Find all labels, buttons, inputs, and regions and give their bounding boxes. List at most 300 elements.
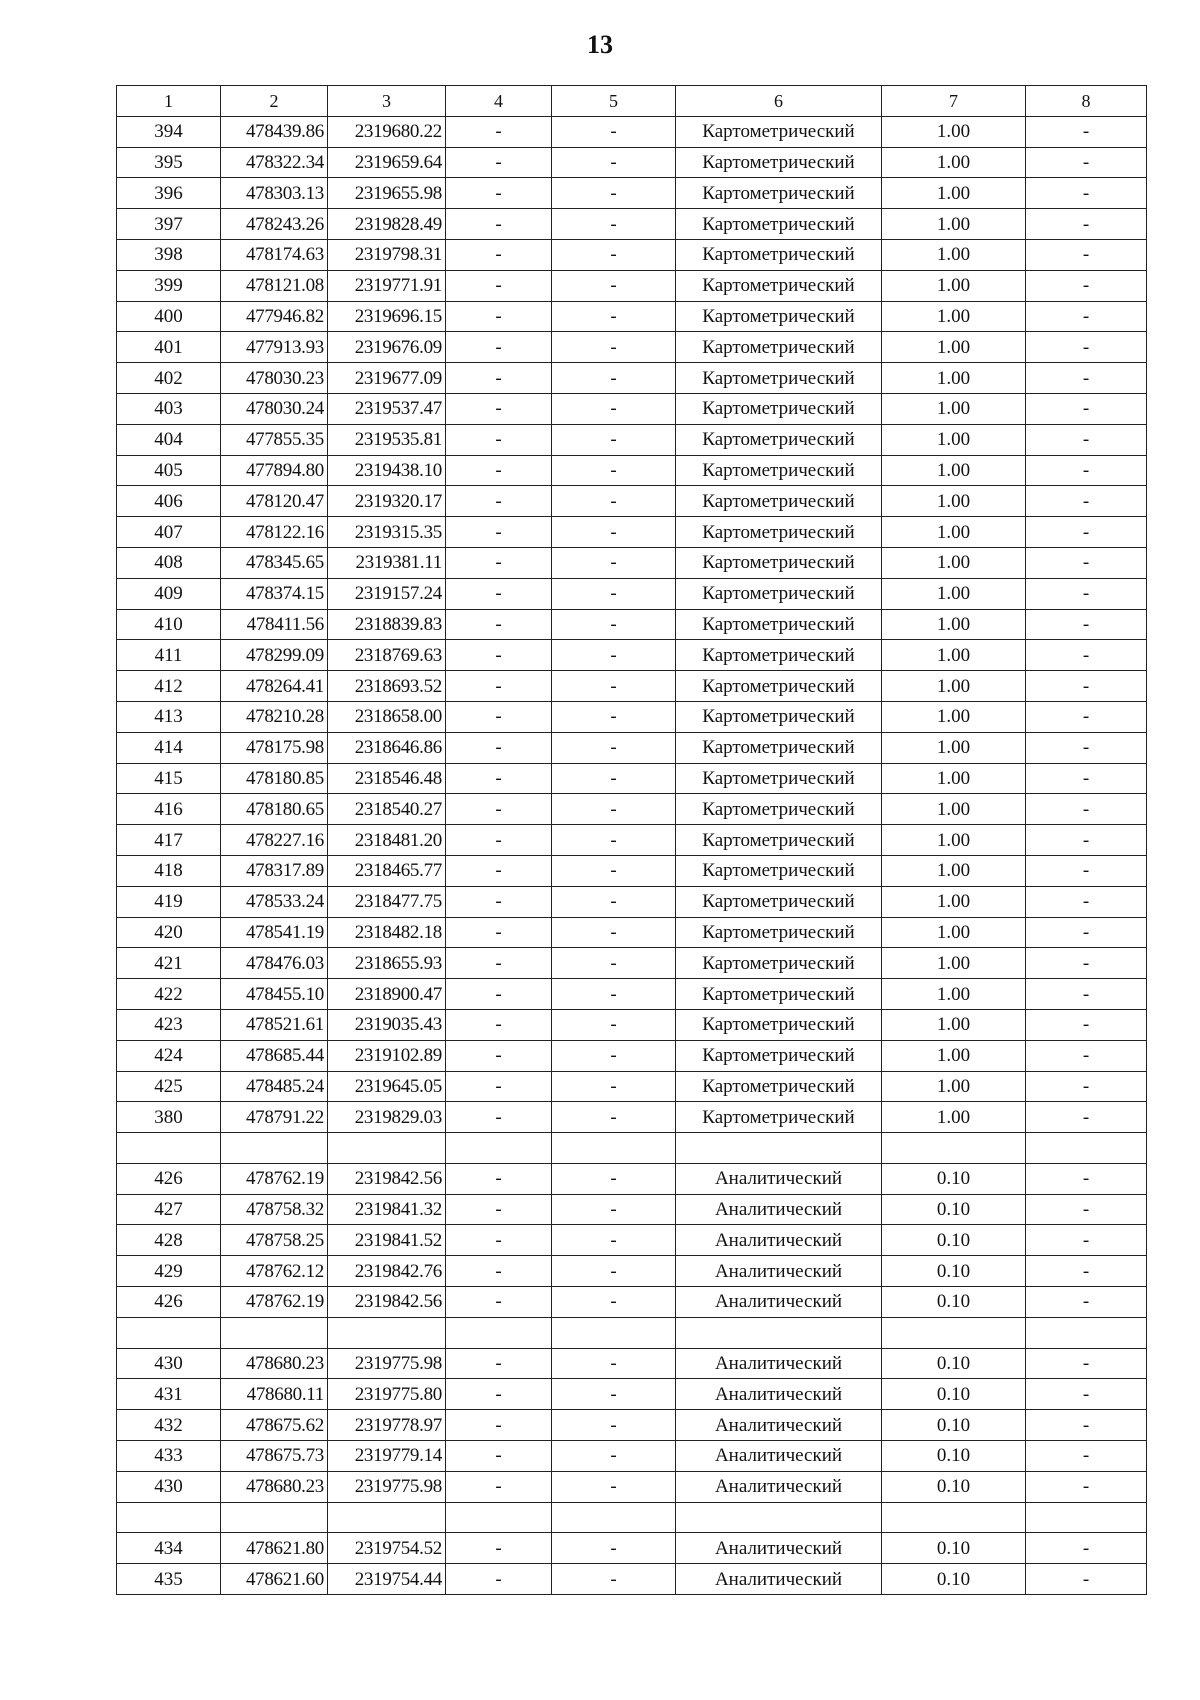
table-cell: 0.10 [882,1564,1026,1595]
table-cell: - [1026,547,1147,578]
table-cell: 1.00 [882,671,1026,702]
table-cell: 1.00 [882,825,1026,856]
table-cell: Аналитический [676,1348,882,1379]
table-cell: - [446,393,552,424]
table-cell: - [1026,948,1147,979]
table-cell: - [552,1194,676,1225]
table-cell: 411 [117,640,221,671]
table-cell: 477946.82 [221,301,328,332]
table-row [117,1441,1147,1472]
table-row [117,701,1147,732]
table-cell: 1.00 [882,363,1026,394]
table-cell: - [446,763,552,794]
table-cell: 2319842.56 [328,1163,446,1194]
table-cell: 1.00 [882,455,1026,486]
table-cell: - [1026,116,1147,147]
table-cell: 2319035.43 [328,1009,446,1040]
table-cell: Картометрический [676,609,882,640]
table-cell: - [552,1256,676,1287]
table-cell: - [1026,979,1147,1010]
table-cell: - [552,116,676,147]
table-cell [328,1317,446,1348]
table-row [117,301,1147,332]
table-cell: 0.10 [882,1163,1026,1194]
table-cell [1026,1502,1147,1533]
table-cell: Аналитический [676,1441,882,1472]
table-cell: 2319798.31 [328,239,446,270]
table-cell: 406 [117,486,221,517]
table-cell: - [552,979,676,1010]
table-cell: 399 [117,270,221,301]
table-cell: 1.00 [882,424,1026,455]
table-row [117,178,1147,209]
table-cell: - [1026,701,1147,732]
table-cell: 398 [117,239,221,270]
table-cell: Картометрический [676,363,882,394]
table-cell: - [446,116,552,147]
table-cell: 478533.24 [221,886,328,917]
table-cell: - [552,178,676,209]
table-cell: - [1026,1071,1147,1102]
header-row [117,86,1147,117]
table-cell: 430 [117,1348,221,1379]
table-cell: Картометрический [676,763,882,794]
table-cell: 2319659.64 [328,147,446,178]
table-cell: - [552,1564,676,1595]
table-row [117,517,1147,548]
table-cell: 435 [117,1564,221,1595]
table-cell: - [446,794,552,825]
table-cell: 478762.12 [221,1256,328,1287]
table-cell: - [1026,1287,1147,1318]
table-cell: 1.00 [882,270,1026,301]
table-cell: 2318769.63 [328,640,446,671]
table-cell: Картометрический [676,547,882,578]
table-cell: 417 [117,825,221,856]
table-cell: 478680.23 [221,1471,328,1502]
table-cell: 424 [117,1040,221,1071]
table-cell: - [552,332,676,363]
table-cell: - [552,455,676,486]
table-cell [117,1133,221,1164]
table-cell: Картометрический [676,794,882,825]
table-cell: 478680.11 [221,1379,328,1410]
table-cell: 478303.13 [221,178,328,209]
table-cell: Аналитический [676,1163,882,1194]
table-cell: - [1026,332,1147,363]
table-row [117,979,1147,1010]
table-cell: 1.00 [882,1009,1026,1040]
table-cell: - [1026,671,1147,702]
table-cell: - [1026,455,1147,486]
table-cell [446,1502,552,1533]
table-cell: 1.00 [882,886,1026,917]
table-cell: 1.00 [882,855,1026,886]
table-cell: 1.00 [882,948,1026,979]
table-cell: - [446,1379,552,1410]
table-cell: - [446,1348,552,1379]
table-row [117,1102,1147,1133]
table-cell: 478758.32 [221,1194,328,1225]
table-cell: 2319535.81 [328,424,446,455]
table-cell: 478411.56 [221,609,328,640]
table-cell: Аналитический [676,1410,882,1441]
table-cell: 2319381.11 [328,547,446,578]
table-cell: - [446,1194,552,1225]
table-row [117,486,1147,517]
table-cell: Картометрический [676,825,882,856]
table-cell: - [1026,640,1147,671]
table-cell: - [552,609,676,640]
table-cell: Аналитический [676,1471,882,1502]
table-cell: 478299.09 [221,640,328,671]
table-row [117,578,1147,609]
table-cell: 2319102.89 [328,1040,446,1071]
table-cell: - [446,640,552,671]
table-row [117,1471,1147,1502]
table-cell: 478121.08 [221,270,328,301]
table-cell: 0.10 [882,1194,1026,1225]
table-cell: 2319842.56 [328,1287,446,1318]
column-header-4: 4 [446,86,552,117]
table-cell: 478455.10 [221,979,328,1010]
table-row [117,640,1147,671]
table-cell: 477894.80 [221,455,328,486]
table-cell [552,1317,676,1348]
table-cell: 395 [117,147,221,178]
table-cell: 2318540.27 [328,794,446,825]
table-cell: 478174.63 [221,239,328,270]
table-cell: Картометрический [676,855,882,886]
table-row [117,1256,1147,1287]
table-cell: - [552,1102,676,1133]
table-row [117,1225,1147,1256]
table-row [117,455,1147,486]
table-cell [676,1502,882,1533]
table-cell: - [446,917,552,948]
table-cell: - [552,239,676,270]
table-cell: - [1026,1256,1147,1287]
table-row [117,886,1147,917]
table-cell: - [446,1225,552,1256]
table-cell [221,1133,328,1164]
table-cell: - [1026,794,1147,825]
table-cell: - [1026,825,1147,856]
table-cell [882,1317,1026,1348]
table-cell: Картометрический [676,732,882,763]
table-cell: 1.00 [882,547,1026,578]
table-cell: Аналитический [676,1564,882,1595]
table-cell: - [552,1287,676,1318]
table-cell: - [1026,363,1147,394]
table-cell: Картометрический [676,239,882,270]
table-cell: - [1026,1410,1147,1441]
table-cell: - [552,517,676,548]
table-cell: 409 [117,578,221,609]
table-cell: - [1026,1009,1147,1040]
table-cell: 1.00 [882,517,1026,548]
table-cell: 405 [117,455,221,486]
table-cell: 1.00 [882,239,1026,270]
table-cell: 478122.16 [221,517,328,548]
table-row [117,332,1147,363]
table-cell: 478322.34 [221,147,328,178]
table-row [117,1379,1147,1410]
table-cell: 2318900.47 [328,979,446,1010]
table-cell: 1.00 [882,486,1026,517]
table-cell: - [552,701,676,732]
table-cell: 478675.73 [221,1441,328,1472]
table-cell: Аналитический [676,1194,882,1225]
table-cell: 2319315.35 [328,517,446,548]
table-cell: Картометрический [676,209,882,240]
table-cell: 1.00 [882,979,1026,1010]
table-cell: - [552,640,676,671]
table-row [117,1287,1147,1318]
table-cell [552,1133,676,1164]
table-row [117,1533,1147,1564]
table-row [117,1133,1147,1164]
table-body [117,116,1147,1594]
table-cell: 0.10 [882,1225,1026,1256]
table-cell: 2319676.09 [328,332,446,363]
table-cell: 1.00 [882,1071,1026,1102]
table-cell: 478264.41 [221,671,328,702]
table-cell: 433 [117,1441,221,1472]
table-cell: - [446,886,552,917]
table-cell: 478621.80 [221,1533,328,1564]
table-cell: 2319778.97 [328,1410,446,1441]
table-cell: Картометрический [676,424,882,455]
table-cell: 2318693.52 [328,671,446,702]
table-cell: - [1026,239,1147,270]
table-cell: 478180.65 [221,794,328,825]
table-cell: - [552,1040,676,1071]
table-row [117,363,1147,394]
table-cell: 1.00 [882,301,1026,332]
table-cell: Картометрический [676,1102,882,1133]
column-header-3: 3 [328,86,446,117]
table-cell: - [1026,1533,1147,1564]
table-cell: - [552,1441,676,1472]
table-cell: 0.10 [882,1441,1026,1472]
table-cell: - [552,1379,676,1410]
table-cell: - [446,825,552,856]
table-cell: - [1026,301,1147,332]
table-cell: - [1026,1348,1147,1379]
table-cell: 1.00 [882,393,1026,424]
table-cell: - [446,979,552,1010]
table-cell: 397 [117,209,221,240]
column-header-6: 6 [676,86,882,117]
table-cell: 2319829.03 [328,1102,446,1133]
table-cell: 2318655.93 [328,948,446,979]
table-cell: 426 [117,1287,221,1318]
table-cell: - [1026,855,1147,886]
table-cell: 420 [117,917,221,948]
table-cell: - [1026,424,1147,455]
table-cell: - [1026,1040,1147,1071]
table-cell: Картометрический [676,1071,882,1102]
table-row [117,855,1147,886]
table-cell: 1.00 [882,578,1026,609]
table-cell: 2318481.20 [328,825,446,856]
table-cell: - [446,1163,552,1194]
table-cell: - [552,393,676,424]
table-cell: Картометрический [676,116,882,147]
table-cell: 1.00 [882,609,1026,640]
table-cell: 416 [117,794,221,825]
table-cell: 2319775.98 [328,1348,446,1379]
table-cell: 1.00 [882,178,1026,209]
table-cell: - [1026,1564,1147,1595]
table-cell: 478175.98 [221,732,328,763]
table-cell: - [552,794,676,825]
table-cell: - [552,424,676,455]
table-cell: - [552,578,676,609]
table-row [117,1040,1147,1071]
table-row [117,270,1147,301]
table-cell: 478030.23 [221,363,328,394]
table-cell: - [446,948,552,979]
table-cell: - [1026,178,1147,209]
table-row [117,1009,1147,1040]
table-cell: 478210.28 [221,701,328,732]
table-cell: 478317.89 [221,855,328,886]
table-cell: 400 [117,301,221,332]
table-row [117,609,1147,640]
table-cell: 429 [117,1256,221,1287]
table-cell: Картометрический [676,1009,882,1040]
table-cell: 2319754.52 [328,1533,446,1564]
table-cell: - [1026,1471,1147,1502]
table-cell: 403 [117,393,221,424]
table-row [117,671,1147,702]
table-cell: 2319655.98 [328,178,446,209]
table-cell: - [1026,393,1147,424]
table-cell: - [552,1410,676,1441]
table-cell: - [1026,1441,1147,1472]
table-cell: 2319537.47 [328,393,446,424]
table-cell: 404 [117,424,221,455]
table-cell: - [446,517,552,548]
table-cell: 478476.03 [221,948,328,979]
table-cell: - [552,1471,676,1502]
table-cell: 2318465.77 [328,855,446,886]
table-cell: - [446,732,552,763]
table-cell: 2319841.52 [328,1225,446,1256]
table-cell: - [446,332,552,363]
table-cell: 2319841.32 [328,1194,446,1225]
table-cell: - [446,855,552,886]
table-cell: - [446,301,552,332]
table-cell: 1.00 [882,1040,1026,1071]
table-cell: - [1026,270,1147,301]
table-cell: 428 [117,1225,221,1256]
table-cell: - [446,1040,552,1071]
table-cell: Картометрический [676,455,882,486]
table-cell: 1.00 [882,1102,1026,1133]
table-cell: 1.00 [882,763,1026,794]
table-cell: - [446,270,552,301]
table-cell: Картометрический [676,270,882,301]
table-cell: - [552,147,676,178]
table-cell: - [446,1564,552,1595]
table-cell: Картометрический [676,701,882,732]
table-header [117,86,1147,117]
table-cell: - [446,239,552,270]
table-cell [882,1502,1026,1533]
table-cell [117,1502,221,1533]
table-cell: 380 [117,1102,221,1133]
table-cell [882,1133,1026,1164]
table-cell: 478675.62 [221,1410,328,1441]
column-header-5: 5 [552,86,676,117]
table-cell: Аналитический [676,1225,882,1256]
table-cell: 477855.35 [221,424,328,455]
table-cell: 430 [117,1471,221,1502]
table-row [117,948,1147,979]
table-cell: 0.10 [882,1287,1026,1318]
table-cell: - [552,209,676,240]
table-cell: 478374.15 [221,578,328,609]
table-cell: 2319157.24 [328,578,446,609]
column-header-1: 1 [117,86,221,117]
table-cell: - [552,301,676,332]
table-cell: 2319754.44 [328,1564,446,1595]
table-cell: Картометрический [676,886,882,917]
table-cell: 407 [117,517,221,548]
table-cell: 1.00 [882,332,1026,363]
table-cell: - [552,671,676,702]
table-cell: 478227.16 [221,825,328,856]
table-cell: - [552,1163,676,1194]
table-cell: 2319677.09 [328,363,446,394]
table-cell: Аналитический [676,1379,882,1410]
table-row [117,209,1147,240]
table-cell [117,1317,221,1348]
table-cell: Картометрический [676,917,882,948]
table-cell: - [446,1287,552,1318]
column-header-2: 2 [221,86,328,117]
table-cell: 478762.19 [221,1163,328,1194]
table-cell: 2319828.49 [328,209,446,240]
table-cell: 478762.19 [221,1287,328,1318]
table-cell: - [552,855,676,886]
table-cell [1026,1133,1147,1164]
table-cell: 478243.26 [221,209,328,240]
table-cell: 0.10 [882,1471,1026,1502]
table-cell: 478345.65 [221,547,328,578]
table-cell: - [1026,1225,1147,1256]
table-cell: Картометрический [676,1040,882,1071]
page-number: 13 [587,30,613,59]
table-cell: - [1026,147,1147,178]
table-cell: - [446,547,552,578]
table-cell: 410 [117,609,221,640]
table-cell: 2318482.18 [328,917,446,948]
table-cell: 1.00 [882,640,1026,671]
table-cell: 478621.60 [221,1564,328,1595]
table-cell: 427 [117,1194,221,1225]
table-cell: - [1026,886,1147,917]
table-cell: - [1026,1102,1147,1133]
table-cell: 432 [117,1410,221,1441]
table-cell: 431 [117,1379,221,1410]
table-cell: - [446,1071,552,1102]
table-cell: - [552,1071,676,1102]
table-cell: 2318546.48 [328,763,446,794]
